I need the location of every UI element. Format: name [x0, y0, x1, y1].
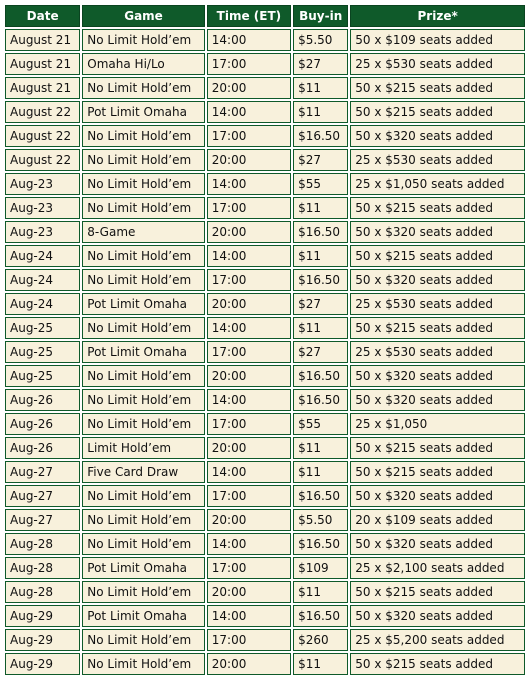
cell-game: No Limit Hold’em [82, 125, 204, 147]
table-row [5, 509, 525, 531]
table-row [5, 365, 525, 387]
cell-prize: 50 x $320 seats added [350, 365, 525, 387]
cell-time: 14:00 [207, 317, 291, 339]
cell-game: Pot Limit Omaha [82, 605, 204, 627]
cell-date: Aug-26 [5, 437, 80, 459]
cell-date: August 22 [5, 125, 80, 147]
cell-buy-in: $11 [293, 101, 348, 123]
cell-time: 17:00 [207, 53, 291, 75]
cell-time: 20:00 [207, 149, 291, 171]
header-date: Date [5, 5, 80, 27]
cell-date: Aug-25 [5, 365, 80, 387]
cell-prize: 50 x $320 seats added [350, 125, 525, 147]
table-row [5, 437, 525, 459]
cell-time: 20:00 [207, 77, 291, 99]
table-row [5, 53, 525, 75]
cell-prize: 50 x $215 seats added [350, 77, 525, 99]
cell-time: 17:00 [207, 413, 291, 435]
table-row [5, 461, 525, 483]
cell-prize: 25 x $530 seats added [350, 53, 525, 75]
table-row [5, 533, 525, 555]
cell-time: 20:00 [207, 509, 291, 531]
cell-date: Aug-24 [5, 269, 80, 291]
cell-game: No Limit Hold’em [82, 485, 204, 507]
cell-game: Pot Limit Omaha [82, 293, 204, 315]
cell-game: Pot Limit Omaha [82, 341, 204, 363]
cell-date: August 22 [5, 101, 80, 123]
table-row [5, 581, 525, 603]
cell-date: August 21 [5, 29, 80, 51]
table-row [5, 173, 525, 195]
cell-game: No Limit Hold’em [82, 533, 204, 555]
cell-game: 8-Game [82, 221, 204, 243]
cell-prize: 50 x $320 seats added [350, 389, 525, 411]
table-row [5, 485, 525, 507]
cell-date: Aug-26 [5, 413, 80, 435]
cell-game: No Limit Hold’em [82, 581, 204, 603]
cell-time: 14:00 [207, 605, 291, 627]
cell-buy-in: $27 [293, 53, 348, 75]
cell-time: 17:00 [207, 629, 291, 651]
cell-date: Aug-26 [5, 389, 80, 411]
cell-prize: 50 x $215 seats added [350, 653, 525, 675]
cell-prize: 25 x $2,100 seats added [350, 557, 525, 579]
cell-date: Aug-24 [5, 245, 80, 267]
cell-game: No Limit Hold’em [82, 389, 204, 411]
cell-buy-in: $55 [293, 413, 348, 435]
table-row [5, 605, 525, 627]
cell-prize: 25 x $1,050 [350, 413, 525, 435]
table-row [5, 269, 525, 291]
cell-time: 20:00 [207, 293, 291, 315]
table-row [5, 149, 525, 171]
cell-prize: 50 x $215 seats added [350, 245, 525, 267]
header-game: Game [82, 5, 204, 27]
cell-game: No Limit Hold’em [82, 149, 204, 171]
table-row [5, 389, 525, 411]
header-prize: Prize* [350, 5, 525, 27]
cell-buy-in: $11 [293, 461, 348, 483]
cell-time: 17:00 [207, 557, 291, 579]
cell-prize: 50 x $215 seats added [350, 461, 525, 483]
cell-prize: 50 x $215 seats added [350, 581, 525, 603]
cell-buy-in: $16.50 [293, 269, 348, 291]
cell-buy-in: $11 [293, 77, 348, 99]
cell-prize: 50 x $215 seats added [350, 317, 525, 339]
cell-game: No Limit Hold’em [82, 317, 204, 339]
cell-buy-in: $11 [293, 317, 348, 339]
cell-buy-in: $109 [293, 557, 348, 579]
cell-buy-in: $16.50 [293, 365, 348, 387]
table-row [5, 245, 525, 267]
table-row [5, 653, 525, 675]
cell-time: 14:00 [207, 389, 291, 411]
cell-time: 17:00 [207, 341, 291, 363]
cell-game: No Limit Hold’em [82, 269, 204, 291]
table-row [5, 29, 525, 51]
cell-game: No Limit Hold’em [82, 245, 204, 267]
cell-time: 14:00 [207, 245, 291, 267]
cell-prize: 25 x $5,200 seats added [350, 629, 525, 651]
cell-buy-in: $16.50 [293, 125, 348, 147]
header-buy-in: Buy-in [293, 5, 348, 27]
cell-buy-in: $11 [293, 653, 348, 675]
cell-date: Aug-27 [5, 509, 80, 531]
cell-date: Aug-23 [5, 173, 80, 195]
cell-buy-in: $27 [293, 341, 348, 363]
cell-buy-in: $11 [293, 437, 348, 459]
cell-game: Five Card Draw [82, 461, 204, 483]
cell-game: Pot Limit Omaha [82, 557, 204, 579]
cell-date: Aug-25 [5, 341, 80, 363]
table-row [5, 629, 525, 651]
table-row [5, 197, 525, 219]
cell-prize: 50 x $215 seats added [350, 437, 525, 459]
cell-prize: 50 x $215 seats added [350, 197, 525, 219]
cell-prize: 25 x $530 seats added [350, 293, 525, 315]
cell-buy-in: $11 [293, 197, 348, 219]
cell-game: No Limit Hold’em [82, 197, 204, 219]
cell-time: 20:00 [207, 581, 291, 603]
table-header-row [5, 5, 525, 27]
table-row [5, 77, 525, 99]
cell-game: Pot Limit Omaha [82, 101, 204, 123]
cell-time: 17:00 [207, 269, 291, 291]
table-row [5, 341, 525, 363]
cell-buy-in: $5.50 [293, 29, 348, 51]
cell-prize: 50 x $320 seats added [350, 485, 525, 507]
cell-time: 14:00 [207, 533, 291, 555]
cell-buy-in: $11 [293, 245, 348, 267]
cell-prize: 50 x $320 seats added [350, 605, 525, 627]
cell-prize: 50 x $320 seats added [350, 533, 525, 555]
cell-buy-in: $11 [293, 581, 348, 603]
table-row [5, 221, 525, 243]
table-row [5, 413, 525, 435]
cell-buy-in: $16.50 [293, 485, 348, 507]
cell-buy-in: $16.50 [293, 221, 348, 243]
cell-buy-in: $260 [293, 629, 348, 651]
cell-time: 17:00 [207, 197, 291, 219]
cell-date: Aug-23 [5, 197, 80, 219]
cell-game: No Limit Hold’em [82, 413, 204, 435]
cell-prize: 25 x $1,050 seats added [350, 173, 525, 195]
cell-game: No Limit Hold’em [82, 629, 204, 651]
cell-date: Aug-25 [5, 317, 80, 339]
cell-game: No Limit Hold’em [82, 365, 204, 387]
cell-prize: 50 x $320 seats added [350, 269, 525, 291]
cell-prize: 20 x $109 seats added [350, 509, 525, 531]
cell-buy-in: $16.50 [293, 389, 348, 411]
cell-time: 14:00 [207, 101, 291, 123]
cell-date: Aug-29 [5, 605, 80, 627]
cell-game: No Limit Hold’em [82, 509, 204, 531]
cell-time: 20:00 [207, 653, 291, 675]
cell-buy-in: $27 [293, 149, 348, 171]
cell-prize: 50 x $215 seats added [350, 101, 525, 123]
cell-date: Aug-29 [5, 653, 80, 675]
cell-prize: 25 x $530 seats added [350, 149, 525, 171]
table-row [5, 101, 525, 123]
header-time: Time (ET) [207, 5, 291, 27]
cell-date: Aug-28 [5, 581, 80, 603]
cell-time: 14:00 [207, 29, 291, 51]
cell-date: Aug-28 [5, 557, 80, 579]
cell-time: 20:00 [207, 221, 291, 243]
cell-date: August 21 [5, 77, 80, 99]
tournament-schedule-table [3, 3, 527, 677]
cell-time: 14:00 [207, 461, 291, 483]
cell-time: 17:00 [207, 485, 291, 507]
cell-time: 17:00 [207, 125, 291, 147]
cell-buy-in: $16.50 [293, 605, 348, 627]
cell-game: Omaha Hi/Lo [82, 53, 204, 75]
cell-prize: 25 x $530 seats added [350, 341, 525, 363]
cell-time: 20:00 [207, 437, 291, 459]
cell-date: August 21 [5, 53, 80, 75]
cell-time: 20:00 [207, 365, 291, 387]
cell-prize: 50 x $320 seats added [350, 221, 525, 243]
cell-prize: 50 x $109 seats added [350, 29, 525, 51]
cell-game: No Limit Hold’em [82, 29, 204, 51]
cell-date: Aug-27 [5, 461, 80, 483]
cell-buy-in: $16.50 [293, 533, 348, 555]
cell-buy-in: $55 [293, 173, 348, 195]
cell-date: Aug-23 [5, 221, 80, 243]
table-body [5, 29, 525, 675]
cell-game: Limit Hold’em [82, 437, 204, 459]
cell-date: August 22 [5, 149, 80, 171]
table-row [5, 125, 525, 147]
cell-game: No Limit Hold’em [82, 77, 204, 99]
cell-time: 14:00 [207, 173, 291, 195]
table-row [5, 557, 525, 579]
cell-game: No Limit Hold’em [82, 173, 204, 195]
table-row [5, 293, 525, 315]
table-row [5, 317, 525, 339]
cell-date: Aug-29 [5, 629, 80, 651]
cell-date: Aug-28 [5, 533, 80, 555]
cell-buy-in: $5.50 [293, 509, 348, 531]
cell-game: No Limit Hold’em [82, 653, 204, 675]
cell-date: Aug-27 [5, 485, 80, 507]
cell-date: Aug-24 [5, 293, 80, 315]
cell-buy-in: $27 [293, 293, 348, 315]
